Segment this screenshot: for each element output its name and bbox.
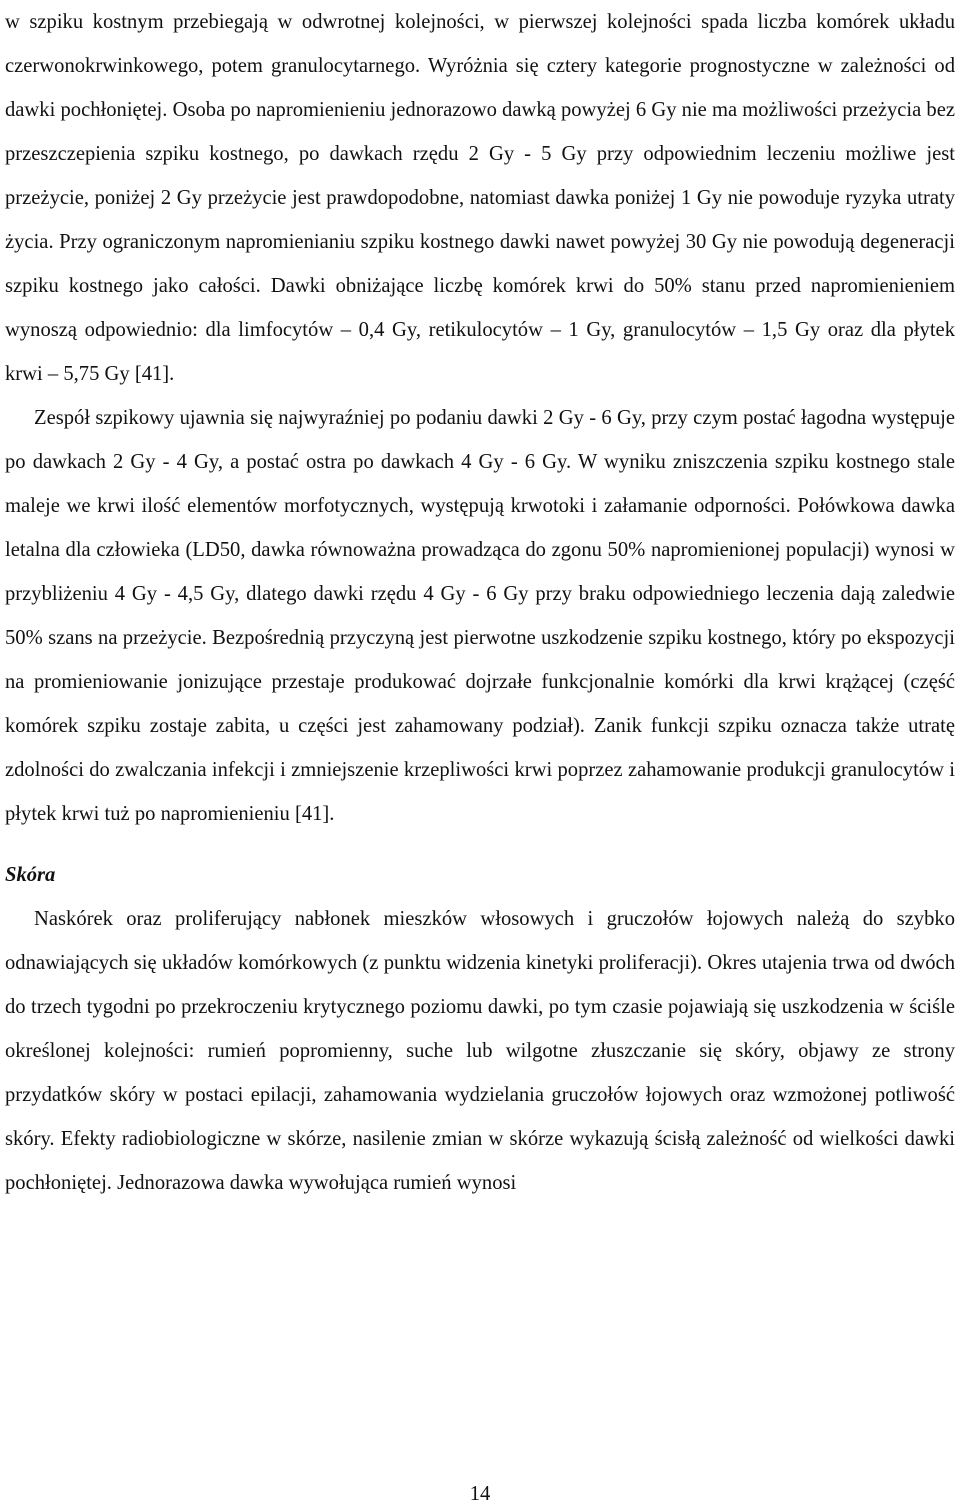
paragraph-marrow-syndrome: Zespół szpikowy ujawnia się najwyraźniej po podaniu dawki 2 Gy - 6 Gy, przy czym postać łagodna występuje po dawkach 2 Gy - 4 Gy, a postać ostra po dawkach 4 Gy - 6 Gy. W wyniku zniszczenia szpiku kostnego stale maleje we krwi ilość elementów morfotycznych, występują krwotoki i załamanie odporności. Połówkowa dawka letalna dla człowieka (LD50, dawka równoważna prowadząca do zgonu 50% napromienionej populacji) wynosi w przybliżeniu 4 Gy - 4,5 Gy, dlatego dawki rzędu 4 Gy - 6 Gy przy braku odpowiedniego leczenia dają zaledwie 50% szans na przeżycie. Bezpośrednią przyczyną jest pierwotne uszkodzenie szpiku kostnego, który po ekspozycji na promieniowanie jonizujące przestaje produkować dojrzałe funkcjonalnie komórki dla krwi krążącej (część komórek szpiku zostaje zabita, u części jest zahamowany podział). Zanik funkcji szpiku oznacza także utratę zdolności do zwalczania infekcji i zmniejszenie krzepliwości krwi poprzez zahamowanie produkcji granulocytów i płytek krwi tuż po napromienieniu [41]. [5,407,955,825]
section-heading-skin: Skóra [5,864,56,886]
paragraph-skin: Naskórek oraz proliferujący nabłonek mieszków włosowych i gruczołów łojowych należą do szybko odnawiających się układów komórkowych (z punktu widzenia kinetyki proliferacji). Okres utajenia trwa od dwóch do trzech tygodni po przekroczeniu krytycznego poziomu dawki, po tym czasie pojawiają się uszkodzenia w ściśle określonej kolejności: rumień popromienny, suche lub wilgotne złuszczanie się skóry, objawy ze strony przydatków skóry w postaci epilacji, zahamowania wydzielania gruczołów łojowych oraz wzmożonej potliwość skóry. Efekty radiobiologiczne w skórze, nasilenie zmian w skórze wykazują ścisłą zależność od wielkości dawki pochłoniętej. Jednorazowa dawka wywołująca rumień wynosi [5,908,955,1194]
page-number: 14 [469,1483,491,1505]
document-page [5,0,955,1205]
paragraph-bone-marrow-prognosis: w szpiku kostnym przebiegają w odwrotnej kolejności, w pierwszej kolejności spada liczba komórek układu czerwonokrwinkowego, potem granulocytarnego. Wyróżnia się cztery kategorie prognostyczne w zależności od dawki pochłoniętej. Osoba po napromienieniu jednorazowo dawką powyżej 6 Gy nie ma możliwości przeżycia bez przeszczepienia szpiku kostnego, po dawkach rzędu 2 Gy - 5 Gy przy odpowiednim leczeniu możliwe jest przeżycie, poniżej 2 Gy przeżycie jest prawdopodobne, natomiast dawka poniżej 1 Gy nie powoduje ryzyka utraty życia. Przy ograniczonym napromienianiu szpiku kostnego dawki nawet powyżej 30 Gy nie powodują degeneracji szpiku kostnego jako całości. Dawki obniżające liczbę komórek krwi do 50% stanu przed napromienieniem wynoszą odpowiednio: dla limfocytów – 0,4 Gy, retikulocytów – 1 Gy, granulocytów – 1,5 Gy oraz dla płytek krwi – 5,75 Gy [41]. [5,11,955,385]
